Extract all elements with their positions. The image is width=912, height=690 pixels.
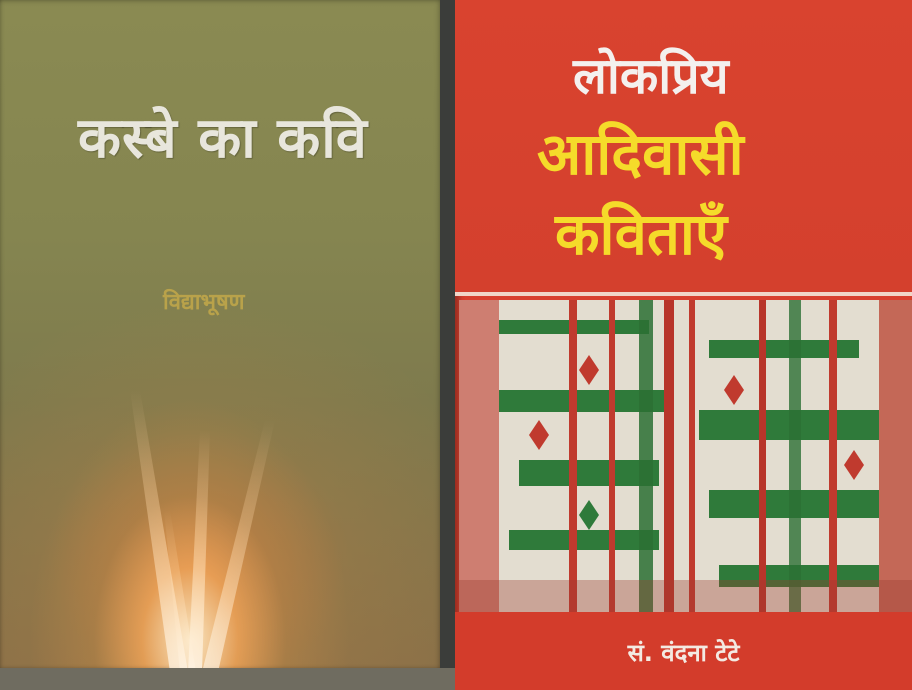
- textile-photo: [459, 300, 912, 612]
- right-book-title-line1: लोकप्रिय: [573, 47, 729, 105]
- textile-pattern: [459, 300, 912, 612]
- left-book-title: कस्बे का कवि: [78, 106, 368, 171]
- right-book-editor: सं. वंदना टेटे: [627, 639, 740, 667]
- right-book-title-line3: कविताएँ: [555, 200, 727, 268]
- left-book-cover: [0, 0, 444, 672]
- light-rays: [100, 390, 300, 672]
- right-book-cover: [455, 0, 912, 690]
- right-book-title-line2: आदिवासी: [537, 120, 744, 188]
- title-divider: [455, 292, 912, 296]
- left-book-author: विद्याभूषण: [163, 290, 245, 315]
